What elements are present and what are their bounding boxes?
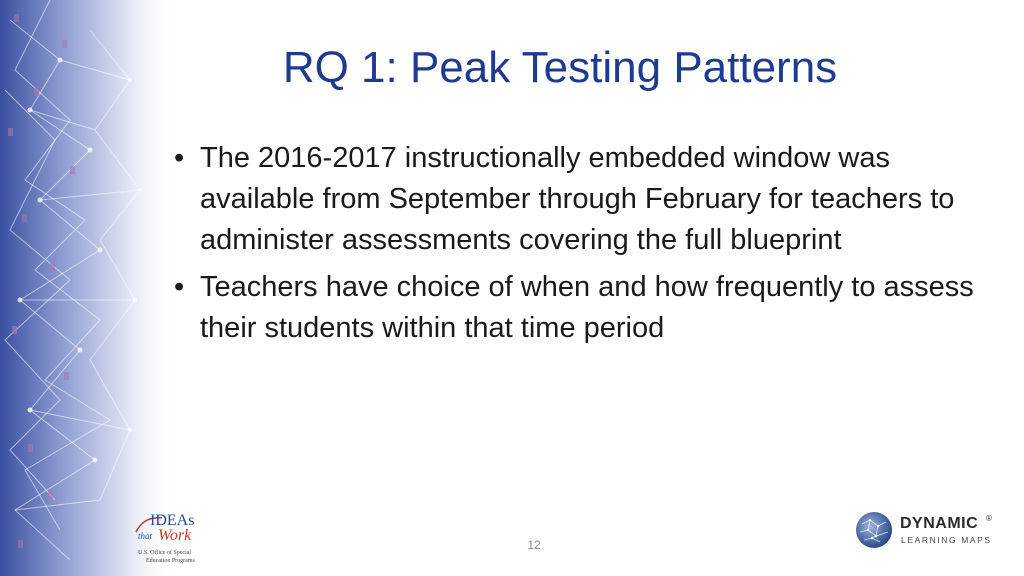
bullet-list bbox=[170, 138, 1010, 355]
dynamic-learning-maps-logo bbox=[854, 510, 1004, 554]
bullet-item bbox=[170, 138, 1010, 261]
ideas-logo-subtitle-2: Education Programs bbox=[146, 558, 195, 564]
bullet-dot-icon: • bbox=[174, 142, 185, 174]
page-number: 12 bbox=[527, 538, 541, 552]
ideas-logo-text: IDEAs bbox=[150, 512, 195, 529]
bullet-text: Teachers have choice of when and how frequently to assess their students within that time period bbox=[200, 271, 974, 344]
globe-network-icon bbox=[854, 510, 894, 550]
bullet-text: The 2016-2017 instructionally embedded window was available from September through February for teachers to administer assessments covering the full blueprint bbox=[200, 142, 955, 256]
dlm-logo-dynamic: DYNAMIC bbox=[900, 515, 979, 532]
registered-mark: ® bbox=[986, 514, 992, 523]
bullet-dot-icon: • bbox=[174, 271, 185, 303]
ideas-logo-that: that bbox=[138, 531, 153, 541]
dlm-logo-learning-maps: LEARNING MAPS bbox=[901, 535, 992, 545]
slide-title: RQ 1: Peak Testing Patterns bbox=[282, 43, 838, 92]
ideas-logo-subtitle-1: U.S. Office of Special bbox=[138, 550, 192, 556]
network-background-art bbox=[0, 0, 175, 576]
bullet-item bbox=[170, 267, 1010, 349]
ideas-that-work-logo bbox=[132, 510, 222, 570]
ideas-logo-work: Work bbox=[158, 527, 192, 544]
